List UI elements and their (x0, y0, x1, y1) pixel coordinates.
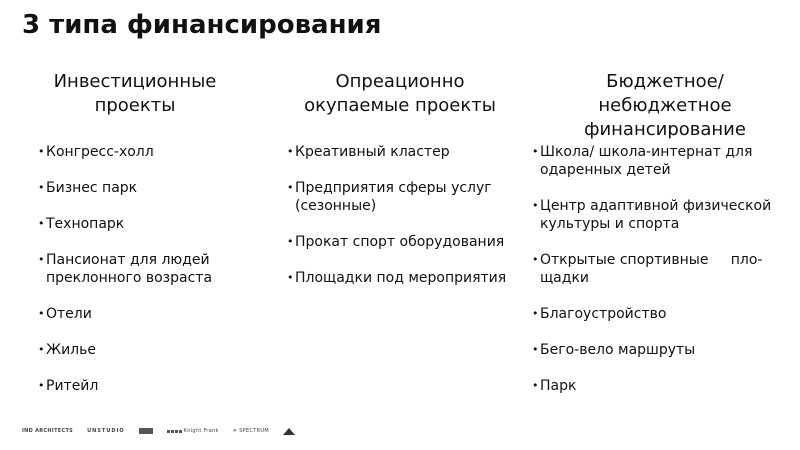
column-investment (30, 70, 240, 118)
list-item: • Креативный кластер (287, 143, 517, 161)
triangle-logo-icon (283, 428, 295, 435)
partner-logos (22, 424, 295, 438)
list-item: • Конгресс-холл (38, 143, 238, 161)
investment-list (38, 143, 238, 395)
list-item: • Бизнес парк (38, 179, 238, 197)
logo-ind-architects: IND ARCHITECTS (22, 428, 74, 434)
column-budget (550, 70, 780, 142)
list-item: • Парк (532, 377, 794, 395)
column-operational (280, 70, 520, 118)
list-item: • Жилье (38, 341, 238, 359)
column-heading: Инвестиционные проекты (53, 71, 217, 116)
list-item: • Ритейл (38, 377, 238, 395)
knight-frank-icon (167, 430, 182, 433)
column-heading: Опреационно окупаемые проекты (304, 71, 496, 116)
list-item: • Школа/ школа-интернат для одаренных детей (532, 143, 794, 179)
list-item: • Прокат спорт оборудования (287, 233, 517, 251)
logo-spectrum: ✳ SPECTRUM (232, 428, 269, 434)
logo-box-icon (139, 428, 153, 434)
list-item: • Открытые спортивные пло- щадки (532, 251, 794, 287)
list-item: • Бего-вело маршруты (532, 341, 794, 359)
operational-list (287, 143, 517, 287)
list-item: • Центр адаптивной физической культуры и спорта (532, 197, 794, 233)
spectrum-mark-icon: ✳ (232, 428, 238, 434)
list-item: • Благоустройство (532, 305, 794, 323)
list-item: • Пансионат для людей преклонного возраста (38, 251, 238, 287)
list-item: • Предприятия сферы услуг (сезонные) (287, 179, 517, 215)
list-item: • Площадки под мероприятия (287, 269, 517, 287)
logo-knight-frank: Knight Frank (167, 428, 219, 434)
list-item: • Технопарк (38, 215, 238, 233)
logo-unstudio: UNSTUDIO (87, 428, 125, 434)
column-heading: Бюджетное/ небюджетное финансирование (584, 71, 746, 140)
slide-title: 3 типа финансирования (22, 10, 382, 40)
budget-list (532, 143, 794, 395)
list-item: • Отели (38, 305, 238, 323)
